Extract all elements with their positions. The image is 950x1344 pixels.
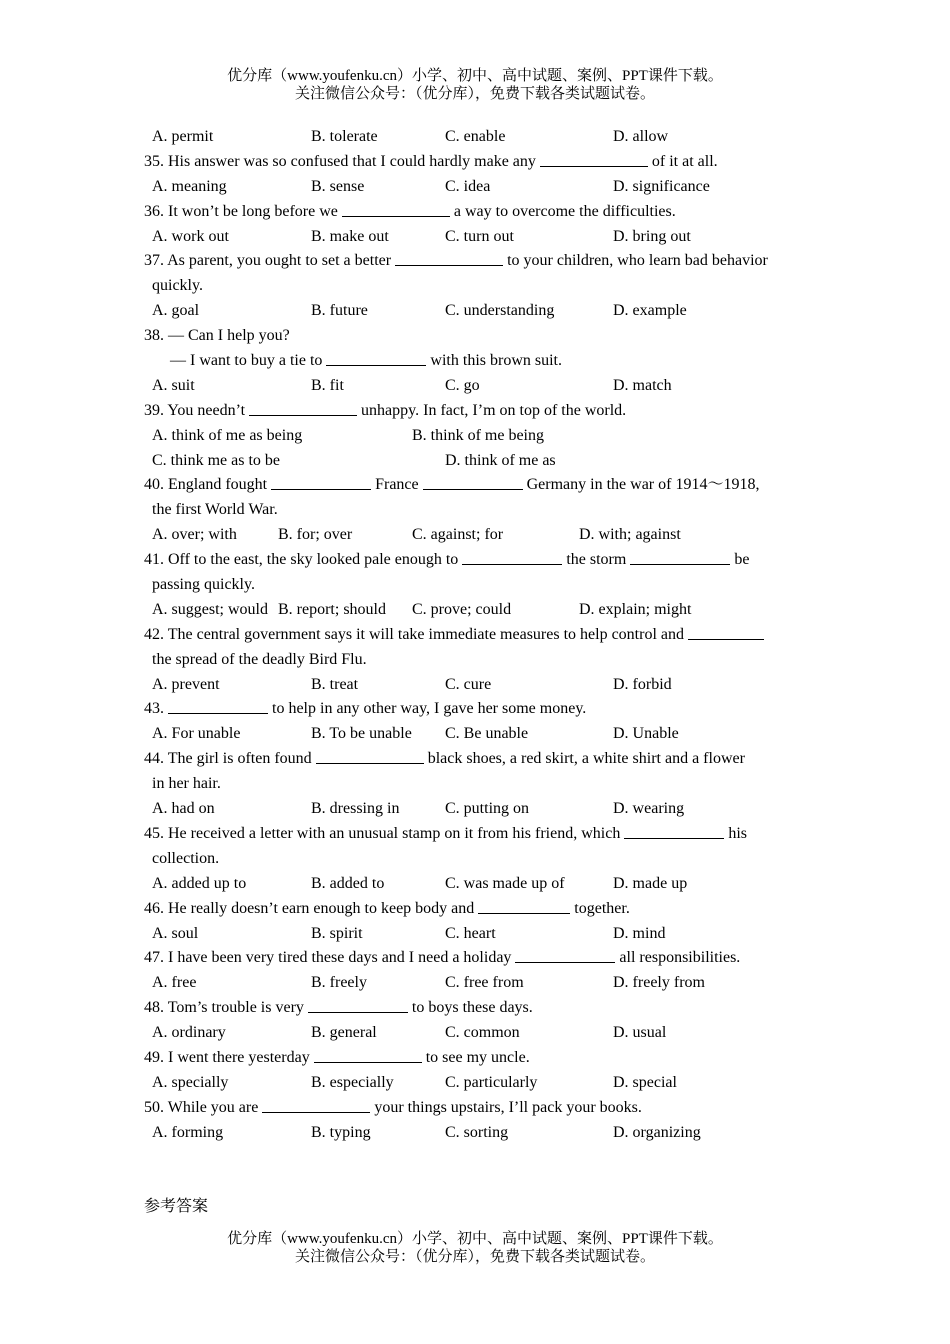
text-segment: his xyxy=(724,824,747,842)
option-c: C. heart xyxy=(445,924,496,942)
question-text: collection. xyxy=(152,849,220,867)
text-segment: 47. I have been very tired these days and I need a holiday xyxy=(144,949,516,967)
question-text xyxy=(144,697,586,722)
text-segment: to help in any other way, I gave her some money. xyxy=(268,700,587,718)
option-a: A. meaning xyxy=(152,177,227,195)
answer-blank xyxy=(316,747,424,764)
text-segment: 39. You needn’t xyxy=(144,401,250,419)
options-row xyxy=(0,1071,950,1096)
option-d: D. mind xyxy=(613,924,666,942)
question-text: the spread of the deadly Bird Flu. xyxy=(152,650,367,668)
question-text xyxy=(144,1096,642,1121)
option-b: B. tolerate xyxy=(311,128,378,145)
option-a: A. prevent xyxy=(152,675,220,693)
option-d: D. wearing xyxy=(613,800,685,818)
option-b: B. added to xyxy=(311,874,385,892)
question-text: in her hair. xyxy=(152,775,221,793)
options-row xyxy=(0,1021,950,1046)
option-b: B. make out xyxy=(311,227,389,245)
options-row xyxy=(0,722,950,747)
option-b: B. spirit xyxy=(311,924,363,942)
text-segment: to see my uncle. xyxy=(421,1048,530,1066)
text-segment: — I want to buy a tie to xyxy=(170,352,327,370)
text-segment: be xyxy=(730,551,750,569)
question-text xyxy=(144,822,747,847)
option-c: C. go xyxy=(445,376,480,394)
answer-blank xyxy=(423,473,523,490)
options-row xyxy=(0,797,950,822)
question-stem xyxy=(0,697,950,722)
options-row xyxy=(0,673,950,698)
page-header-line-1: 优分库（www.youfenku.cn）小学、初中、高中试题、案例、PPT课件下载。 xyxy=(227,68,723,84)
question-stem xyxy=(0,200,950,225)
question-stem xyxy=(0,1096,950,1121)
text-segment: all responsibilities. xyxy=(615,949,741,967)
option-c: C. putting on xyxy=(445,800,530,818)
question-stem xyxy=(0,996,950,1021)
answer-blank xyxy=(515,946,615,963)
option-d: D. match xyxy=(613,376,672,394)
question-text xyxy=(144,996,533,1021)
option-c: C. understanding xyxy=(445,302,555,320)
option-b: B. typing xyxy=(311,1123,371,1141)
option-b: B. dressing in xyxy=(311,800,400,818)
question-stem xyxy=(0,747,950,772)
question-text xyxy=(144,324,290,349)
question-text xyxy=(144,747,745,772)
option-d: D. forbid xyxy=(613,675,672,693)
option-b: B. general xyxy=(311,1024,377,1042)
answer-blank xyxy=(395,249,503,266)
answer-blank xyxy=(540,150,648,167)
question-stem xyxy=(0,1046,950,1071)
options-row xyxy=(0,872,950,897)
option-c: C. particularly xyxy=(445,1073,538,1091)
option-a: A. ordinary xyxy=(152,1024,226,1042)
question-continuation xyxy=(0,573,950,598)
option-d: D. freely from xyxy=(613,974,705,992)
text-segment: 37. As parent, you ought to set a better xyxy=(144,252,396,270)
text-segment: 38. — Can I help you? xyxy=(144,327,290,345)
option-c: C. Be unable xyxy=(445,725,529,743)
question-continuation xyxy=(0,648,950,673)
options-row xyxy=(0,175,950,200)
option-c: C. prove; could xyxy=(412,600,512,618)
page-header-line-2: 关注微信公众号：（优分库），免费下载各类试题试卷。 xyxy=(294,86,655,102)
option-a: A. added up to xyxy=(152,874,247,892)
question-text xyxy=(144,150,718,175)
question-text xyxy=(144,548,749,573)
option-d: D. think of me as xyxy=(445,451,556,469)
option-c: C. enable xyxy=(445,128,506,145)
answer-blank xyxy=(314,1046,422,1063)
text-segment: the storm xyxy=(562,551,631,569)
question-stem xyxy=(0,822,950,847)
options-row xyxy=(0,424,950,449)
options-row xyxy=(0,922,950,947)
option-a: A. goal xyxy=(152,302,200,320)
option-b: B. for; over xyxy=(278,526,353,544)
question-stem xyxy=(0,324,950,349)
question-stem xyxy=(0,548,950,573)
option-b: B. To be unable xyxy=(311,725,412,743)
option-c: C. think me as to be xyxy=(152,451,280,469)
option-d: D. Unable xyxy=(613,725,679,743)
answer-blank xyxy=(271,473,371,490)
options-row xyxy=(0,125,950,150)
question-continuation xyxy=(0,274,950,299)
text-segment: 44. The girl is often found xyxy=(144,750,316,768)
option-d: D. organizing xyxy=(613,1123,701,1141)
option-a: A. specially xyxy=(152,1073,229,1091)
question-stem xyxy=(0,946,950,971)
option-c: C. free from xyxy=(445,974,524,992)
options-row xyxy=(0,374,950,399)
question-text xyxy=(144,200,676,225)
option-a: A. free xyxy=(152,974,197,992)
option-a: A. suggest; would xyxy=(152,600,268,618)
option-b: B. freely xyxy=(311,974,367,992)
option-a: A. suit xyxy=(152,376,195,394)
question-text xyxy=(144,946,740,971)
page-footer-line-1: 优分库（www.youfenku.cn）小学、初中、高中试题、案例、PPT课件下载。 xyxy=(227,1231,723,1247)
options-row xyxy=(0,299,950,324)
question-continuation xyxy=(0,498,950,523)
answer-blank xyxy=(624,822,724,839)
option-c: C. cure xyxy=(445,675,492,693)
option-a: A. had on xyxy=(152,800,215,818)
option-c: C. sorting xyxy=(445,1123,509,1141)
text-segment: together. xyxy=(570,899,630,917)
text-segment: 42. The central government says it will take immediate measures to help control and xyxy=(144,625,688,643)
question-text xyxy=(144,399,626,424)
text-segment: to your children, who learn bad behavior xyxy=(503,252,768,270)
text-segment: a way to overcome the difficulties. xyxy=(449,202,676,220)
options-row xyxy=(0,225,950,250)
text-segment: 41. Off to the east, the sky looked pale enough to xyxy=(144,551,463,569)
text-segment: France xyxy=(371,476,423,494)
option-a: A. work out xyxy=(152,227,229,245)
option-a: A. permit xyxy=(152,128,214,145)
answer-blank xyxy=(462,548,562,565)
question-stem xyxy=(0,473,950,498)
option-d: D. usual xyxy=(613,1024,667,1042)
option-d: D. made up xyxy=(613,874,688,892)
option-a: A. over; with xyxy=(152,526,237,544)
option-b: B. report; should xyxy=(278,600,386,618)
option-a: A. forming xyxy=(152,1123,224,1141)
question-text xyxy=(170,349,562,374)
text-segment: 48. Tom’s trouble is very xyxy=(144,999,308,1017)
answer-blank xyxy=(326,349,426,366)
dialogue-line xyxy=(0,349,950,374)
question-text xyxy=(144,623,764,648)
text-segment: to boys these days. xyxy=(407,999,533,1017)
text-segment: 45. He received a letter with an unusual stamp on it from his friend, which xyxy=(144,824,625,842)
text-segment: 43. xyxy=(144,700,168,718)
option-b: B. future xyxy=(311,302,368,320)
option-b: B. especially xyxy=(311,1073,394,1091)
option-c: C. was made up of xyxy=(445,874,565,892)
option-c: C. common xyxy=(445,1024,520,1042)
question-text xyxy=(144,473,759,498)
question-text: quickly. xyxy=(152,277,203,295)
question-list xyxy=(0,125,950,1146)
option-b: B. treat xyxy=(311,675,359,693)
option-d: D. bring out xyxy=(613,227,691,245)
option-b: B. sense xyxy=(311,177,365,195)
option-d: D. special xyxy=(613,1073,677,1091)
question-continuation xyxy=(0,847,950,872)
option-a: A. For unable xyxy=(152,725,241,743)
option-d: D. example xyxy=(613,302,687,320)
question-stem xyxy=(0,150,950,175)
text-segment: 40. England fought xyxy=(144,476,272,494)
question-stem xyxy=(0,623,950,648)
text-segment: 35. His answer was so confused that I could hardly make any xyxy=(144,152,540,170)
option-d: D. significance xyxy=(613,177,710,195)
question-stem xyxy=(0,249,950,274)
text-segment: unhappy. In fact, I’m on top of the world. xyxy=(357,401,627,419)
question-text xyxy=(144,1046,530,1071)
options-row xyxy=(0,449,950,474)
option-d: D. explain; might xyxy=(579,600,692,618)
option-c: C. idea xyxy=(445,177,491,195)
question-text xyxy=(144,897,630,922)
question-stem xyxy=(0,897,950,922)
options-row xyxy=(0,971,950,996)
option-c: C. turn out xyxy=(445,227,514,245)
text-segment: black shoes, a red skirt, a white shirt and a flower xyxy=(423,750,745,768)
question-text xyxy=(144,249,768,274)
option-c: C. against; for xyxy=(412,526,504,544)
text-segment: 49. I went there yesterday xyxy=(144,1048,314,1066)
option-d: D. with; against xyxy=(579,526,681,544)
options-row xyxy=(0,523,950,548)
text-segment: 46. He really doesn’t earn enough to keep body and xyxy=(144,899,479,917)
text-segment: Germany in the war of 1914～1918, xyxy=(522,476,760,494)
option-b: B. think of me being xyxy=(412,426,544,444)
page-footer-line-2: 关注微信公众号：（优分库），免费下载各类试题试卷。 xyxy=(294,1249,655,1265)
answers-heading: 参考答案 xyxy=(144,1198,209,1215)
question-stem xyxy=(0,399,950,424)
option-b: B. fit xyxy=(311,376,344,394)
answer-blank xyxy=(308,996,408,1013)
text-segment: 50. While you are xyxy=(144,1098,263,1116)
text-segment: of it at all. xyxy=(647,152,718,170)
option-d: D. allow xyxy=(613,128,669,145)
answer-blank xyxy=(630,548,730,565)
text-segment: your things upstairs, I’ll pack your books. xyxy=(370,1098,642,1116)
question-text: passing quickly. xyxy=(152,576,255,594)
text-segment: with this brown suit. xyxy=(426,352,562,370)
answer-blank xyxy=(262,1096,370,1113)
option-a: A. think of me as being xyxy=(152,426,303,444)
answer-blank xyxy=(342,200,450,217)
option-a: A. soul xyxy=(152,924,199,942)
question-text: the first World War. xyxy=(152,501,278,519)
answer-blank xyxy=(168,697,268,714)
answer-blank xyxy=(688,623,764,640)
answer-blank xyxy=(478,897,570,914)
text-segment: 36. It won’t be long before we xyxy=(144,202,342,220)
answer-blank xyxy=(249,399,357,416)
options-row xyxy=(0,1121,950,1146)
options-row xyxy=(0,598,950,623)
question-continuation xyxy=(0,772,950,797)
